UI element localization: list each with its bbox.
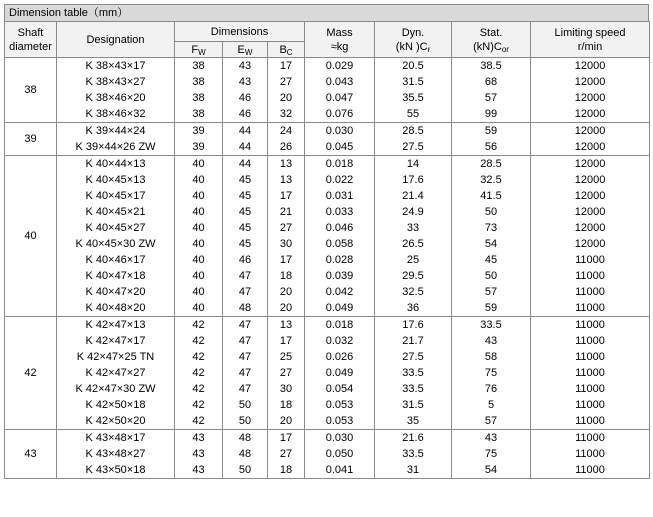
dyn-cell: 33.5 (375, 446, 452, 462)
table-row (5, 156, 650, 173)
ew-cell: 43 (223, 74, 268, 90)
bc-cell: 27 (268, 74, 305, 90)
header-designation: Designation (57, 22, 175, 58)
dyn-cell: 17.6 (375, 317, 452, 334)
speed-cell: 11000 (531, 446, 650, 462)
designation-cell: K 42×47×17 (57, 333, 175, 349)
designation-cell: K 38×46×20 (57, 90, 175, 106)
fw-cell: 40 (175, 236, 223, 252)
fw-cell: 38 (175, 58, 223, 75)
mass-cell: 0.018 (305, 317, 375, 334)
speed-cell: 11000 (531, 300, 650, 317)
ew-cell: 47 (223, 268, 268, 284)
ew-cell: 48 (223, 430, 268, 447)
mass-cell: 0.032 (305, 333, 375, 349)
dyn-cell: 31.5 (375, 74, 452, 90)
table-row (5, 462, 650, 479)
mass-cell: 0.058 (305, 236, 375, 252)
mass-cell: 0.054 (305, 381, 375, 397)
table-body (5, 58, 650, 479)
dyn-cell: 27.5 (375, 349, 452, 365)
speed-cell: 11000 (531, 381, 650, 397)
ew-cell: 45 (223, 188, 268, 204)
table-row (5, 74, 650, 90)
stat-cell: 99 (452, 106, 531, 123)
shaft-diameter-cell: 39 (5, 123, 57, 156)
ew-cell: 45 (223, 204, 268, 220)
table-row (5, 397, 650, 413)
stat-cell: 59 (452, 300, 531, 317)
stat-cell: 57 (452, 413, 531, 430)
mass-cell: 0.030 (305, 430, 375, 447)
fw-cell: 42 (175, 365, 223, 381)
designation-cell: K 40×45×17 (57, 188, 175, 204)
table-row (5, 430, 650, 447)
mass-cell: 0.053 (305, 413, 375, 430)
speed-cell: 11000 (531, 430, 650, 447)
stat-cell: 75 (452, 446, 531, 462)
mass-cell: 0.028 (305, 252, 375, 268)
bc-cell: 20 (268, 90, 305, 106)
mass-cell: 0.076 (305, 106, 375, 123)
stat-cell: 28.5 (452, 156, 531, 173)
fw-cell: 42 (175, 413, 223, 430)
bc-cell: 17 (268, 430, 305, 447)
dyn-cell: 24.9 (375, 204, 452, 220)
table-row (5, 252, 650, 268)
bc-cell: 17 (268, 333, 305, 349)
mass-cell: 0.053 (305, 397, 375, 413)
fw-cell: 38 (175, 90, 223, 106)
ew-cell: 50 (223, 413, 268, 430)
fw-cell: 42 (175, 349, 223, 365)
fw-cell: 40 (175, 156, 223, 173)
bc-cell: 25 (268, 349, 305, 365)
dyn-cell: 26.5 (375, 236, 452, 252)
bc-cell: 27 (268, 220, 305, 236)
stat-cell: 54 (452, 462, 531, 479)
ew-cell: 47 (223, 381, 268, 397)
ew-cell: 46 (223, 106, 268, 123)
mass-cell: 0.045 (305, 139, 375, 156)
bc-cell: 32 (268, 106, 305, 123)
ew-cell: 50 (223, 462, 268, 479)
speed-cell: 12000 (531, 204, 650, 220)
header-mass: Mass ≈kg (305, 22, 375, 58)
stat-cell: 56 (452, 139, 531, 156)
speed-cell: 12000 (531, 106, 650, 123)
shaft-diameter-cell: 38 (5, 58, 57, 123)
ew-cell: 47 (223, 284, 268, 300)
stat-cell: 38.5 (452, 58, 531, 75)
dyn-cell: 20.5 (375, 58, 452, 75)
dimension-table (4, 21, 650, 479)
ew-cell: 47 (223, 365, 268, 381)
designation-cell: K 40×45×27 (57, 220, 175, 236)
designation-cell: K 40×46×17 (57, 252, 175, 268)
ew-cell: 50 (223, 397, 268, 413)
speed-cell: 11000 (531, 365, 650, 381)
table-row (5, 333, 650, 349)
speed-cell: 12000 (531, 58, 650, 75)
header-ew: $E_W$ (223, 42, 268, 58)
speed-cell: 12000 (531, 90, 650, 106)
bc-cell: 18 (268, 462, 305, 479)
mass-cell: 0.049 (305, 300, 375, 317)
bc-cell: 27 (268, 365, 305, 381)
stat-cell: 58 (452, 349, 531, 365)
table-title: Dimension table（mm） (4, 4, 649, 21)
fw-cell: 39 (175, 139, 223, 156)
bc-cell: 13 (268, 317, 305, 334)
fw-cell: 40 (175, 268, 223, 284)
table-row (5, 236, 650, 252)
dyn-cell: 31.5 (375, 397, 452, 413)
speed-cell: 11000 (531, 252, 650, 268)
speed-cell: 12000 (531, 139, 650, 156)
bc-cell: 20 (268, 413, 305, 430)
header-limiting-speed: Limiting speed r/min (531, 22, 650, 58)
bc-cell: 24 (268, 123, 305, 140)
bc-cell: 26 (268, 139, 305, 156)
ew-cell: 44 (223, 139, 268, 156)
mass-cell: 0.041 (305, 462, 375, 479)
stat-cell: 57 (452, 284, 531, 300)
dyn-cell: 28.5 (375, 123, 452, 140)
fw-cell: 40 (175, 220, 223, 236)
header-dynamic-load: Dyn. (kN )$C_r$ (375, 22, 452, 58)
fw-cell: 40 (175, 284, 223, 300)
bc-cell: 27 (268, 446, 305, 462)
ew-cell: 47 (223, 349, 268, 365)
stat-cell: 33.5 (452, 317, 531, 334)
header-fw: $F_W$ (175, 42, 223, 58)
ew-cell: 48 (223, 300, 268, 317)
speed-cell: 11000 (531, 333, 650, 349)
table-row (5, 413, 650, 430)
stat-cell: 75 (452, 365, 531, 381)
mass-cell: 0.042 (305, 284, 375, 300)
table-row (5, 172, 650, 188)
bc-cell: 30 (268, 236, 305, 252)
designation-cell: K 38×46×32 (57, 106, 175, 123)
designation-cell: K 40×45×13 (57, 172, 175, 188)
designation-cell: K 42×47×30 ZW (57, 381, 175, 397)
ew-cell: 44 (223, 156, 268, 173)
mass-cell: 0.022 (305, 172, 375, 188)
fw-cell: 42 (175, 333, 223, 349)
designation-cell: K 39×44×26 ZW (57, 139, 175, 156)
dyn-cell: 55 (375, 106, 452, 123)
speed-cell: 12000 (531, 172, 650, 188)
table-row (5, 284, 650, 300)
fw-cell: 40 (175, 172, 223, 188)
dyn-cell: 33 (375, 220, 452, 236)
bc-cell: 20 (268, 284, 305, 300)
header-dimensions: Dimensions (175, 22, 305, 42)
stat-cell: 45 (452, 252, 531, 268)
table-row (5, 123, 650, 140)
fw-cell: 42 (175, 381, 223, 397)
bc-cell: 21 (268, 204, 305, 220)
fw-cell: 43 (175, 430, 223, 447)
table-row (5, 220, 650, 236)
table-row (5, 58, 650, 75)
designation-cell: K 42×47×27 (57, 365, 175, 381)
bc-cell: 13 (268, 156, 305, 173)
table-row (5, 268, 650, 284)
ew-cell: 45 (223, 220, 268, 236)
shaft-diameter-cell: 42 (5, 317, 57, 430)
bc-cell: 18 (268, 397, 305, 413)
dyn-cell: 21.4 (375, 188, 452, 204)
mass-cell: 0.043 (305, 74, 375, 90)
speed-cell: 12000 (531, 220, 650, 236)
designation-cell: K 40×47×18 (57, 268, 175, 284)
fw-cell: 40 (175, 188, 223, 204)
fw-cell: 40 (175, 252, 223, 268)
dyn-cell: 21.6 (375, 430, 452, 447)
mass-cell: 0.039 (305, 268, 375, 284)
dyn-cell: 35 (375, 413, 452, 430)
designation-cell: K 40×45×30 ZW (57, 236, 175, 252)
designation-cell: K 42×50×18 (57, 397, 175, 413)
fw-cell: 38 (175, 106, 223, 123)
ew-cell: 46 (223, 252, 268, 268)
dyn-cell: 29.5 (375, 268, 452, 284)
ew-cell: 44 (223, 123, 268, 140)
speed-cell: 11000 (531, 462, 650, 479)
dimension-table-container (4, 4, 649, 479)
mass-cell: 0.049 (305, 365, 375, 381)
ew-cell: 48 (223, 446, 268, 462)
table-row (5, 204, 650, 220)
dyn-cell: 17.6 (375, 172, 452, 188)
designation-cell: K 38×43×17 (57, 58, 175, 75)
stat-cell: 43 (452, 333, 531, 349)
bc-cell: 18 (268, 268, 305, 284)
mass-cell: 0.030 (305, 123, 375, 140)
speed-cell: 11000 (531, 413, 650, 430)
designation-cell: K 43×48×17 (57, 430, 175, 447)
stat-cell: 76 (452, 381, 531, 397)
speed-cell: 12000 (531, 74, 650, 90)
ew-cell: 47 (223, 317, 268, 334)
stat-cell: 32.5 (452, 172, 531, 188)
ew-cell: 43 (223, 58, 268, 75)
dyn-cell: 32.5 (375, 284, 452, 300)
designation-cell: K 42×47×25 TN (57, 349, 175, 365)
stat-cell: 41.5 (452, 188, 531, 204)
fw-cell: 42 (175, 397, 223, 413)
speed-cell: 11000 (531, 349, 650, 365)
fw-cell: 38 (175, 74, 223, 90)
table-row (5, 381, 650, 397)
table-row (5, 139, 650, 156)
table-row (5, 300, 650, 317)
stat-cell: 73 (452, 220, 531, 236)
dyn-cell: 14 (375, 156, 452, 173)
mass-cell: 0.033 (305, 204, 375, 220)
speed-cell: 12000 (531, 123, 650, 140)
fw-cell: 43 (175, 446, 223, 462)
bc-cell: 13 (268, 172, 305, 188)
dyn-cell: 33.5 (375, 381, 452, 397)
designation-cell: K 40×48×20 (57, 300, 175, 317)
fw-cell: 43 (175, 462, 223, 479)
designation-cell: K 39×44×24 (57, 123, 175, 140)
stat-cell: 54 (452, 236, 531, 252)
mass-cell: 0.026 (305, 349, 375, 365)
designation-cell: K 43×48×27 (57, 446, 175, 462)
table-row (5, 349, 650, 365)
designation-cell: K 42×47×13 (57, 317, 175, 334)
speed-cell: 11000 (531, 317, 650, 334)
fw-cell: 39 (175, 123, 223, 140)
ew-cell: 45 (223, 236, 268, 252)
bc-cell: 17 (268, 188, 305, 204)
ew-cell: 47 (223, 333, 268, 349)
table-row (5, 188, 650, 204)
speed-cell: 12000 (531, 188, 650, 204)
stat-cell: 57 (452, 90, 531, 106)
mass-cell: 0.050 (305, 446, 375, 462)
header-bc: $B_C$ (268, 42, 305, 58)
dyn-cell: 21.7 (375, 333, 452, 349)
designation-cell: K 42×50×20 (57, 413, 175, 430)
mass-cell: 0.018 (305, 156, 375, 173)
table-row (5, 365, 650, 381)
stat-cell: 43 (452, 430, 531, 447)
fw-cell: 40 (175, 300, 223, 317)
designation-cell: K 40×47×20 (57, 284, 175, 300)
bc-cell: 17 (268, 58, 305, 75)
stat-cell: 59 (452, 123, 531, 140)
mass-cell: 0.029 (305, 58, 375, 75)
table-row (5, 317, 650, 334)
dyn-cell: 36 (375, 300, 452, 317)
designation-cell: K 40×44×13 (57, 156, 175, 173)
ew-cell: 45 (223, 172, 268, 188)
stat-cell: 50 (452, 204, 531, 220)
dyn-cell: 25 (375, 252, 452, 268)
stat-cell: 68 (452, 74, 531, 90)
mass-cell: 0.046 (305, 220, 375, 236)
header-shaft-diameter: Shaft diameter (5, 22, 57, 58)
fw-cell: 40 (175, 204, 223, 220)
table-row (5, 106, 650, 123)
speed-cell: 11000 (531, 397, 650, 413)
dyn-cell: 33.5 (375, 365, 452, 381)
shaft-diameter-cell: 43 (5, 430, 57, 479)
bc-cell: 17 (268, 252, 305, 268)
shaft-diameter-cell: 40 (5, 156, 57, 317)
dyn-cell: 35.5 (375, 90, 452, 106)
speed-cell: 11000 (531, 268, 650, 284)
dyn-cell: 27.5 (375, 139, 452, 156)
table-row (5, 446, 650, 462)
stat-cell: 50 (452, 268, 531, 284)
header-static-load: Stat. $(kN)C_{or}$ (452, 22, 531, 58)
stat-cell: 5 (452, 397, 531, 413)
fw-cell: 42 (175, 317, 223, 334)
speed-cell: 12000 (531, 156, 650, 173)
bc-cell: 20 (268, 300, 305, 317)
designation-cell: K 43×50×18 (57, 462, 175, 479)
bc-cell: 30 (268, 381, 305, 397)
designation-cell: K 40×45×21 (57, 204, 175, 220)
table-row (5, 90, 650, 106)
dyn-cell: 31 (375, 462, 452, 479)
ew-cell: 46 (223, 90, 268, 106)
mass-cell: 0.031 (305, 188, 375, 204)
speed-cell: 11000 (531, 284, 650, 300)
designation-cell: K 38×43×27 (57, 74, 175, 90)
mass-cell: 0.047 (305, 90, 375, 106)
speed-cell: 12000 (531, 236, 650, 252)
